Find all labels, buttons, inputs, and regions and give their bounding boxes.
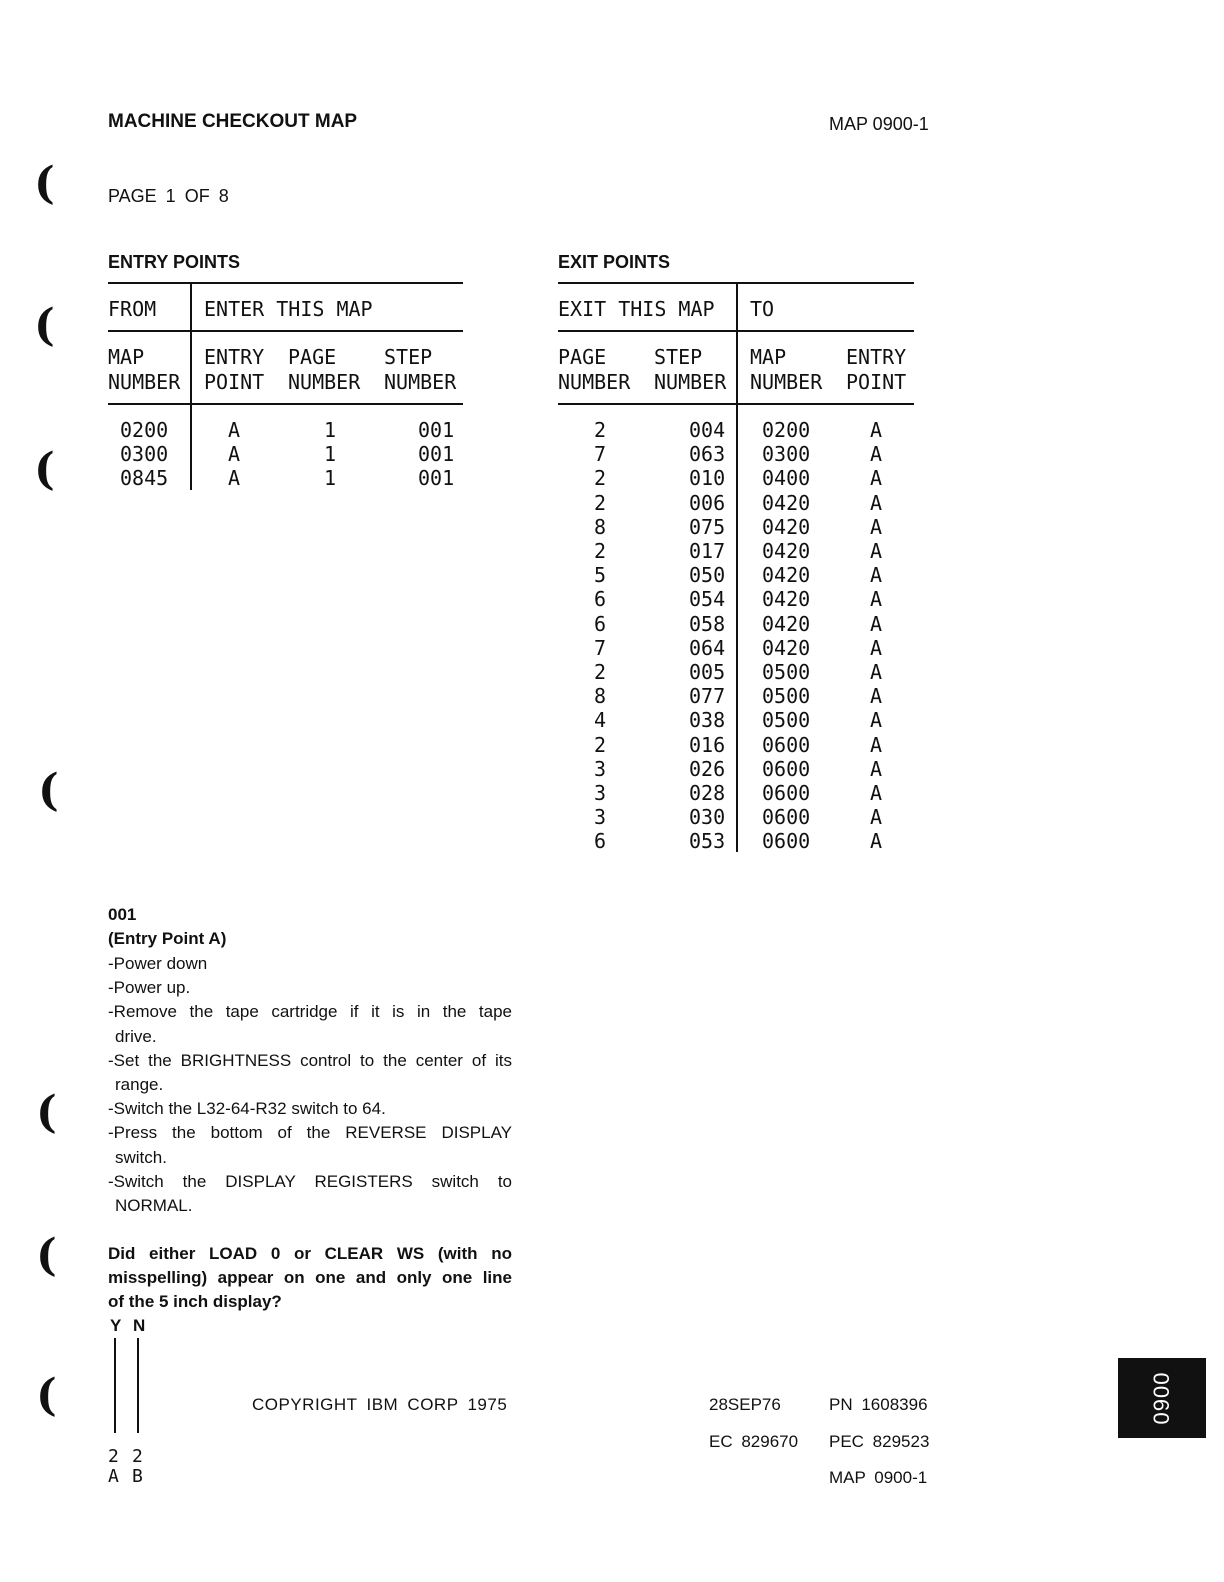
instruction-line: drive. <box>115 1026 157 1046</box>
instruction-line: NORMAL. <box>115 1196 193 1216</box>
entry-col-page-2: NUMBER <box>288 370 361 394</box>
exit-row-page: 3 <box>594 805 607 830</box>
entry-table-mid-rule <box>108 330 463 332</box>
exit-row-step: 010 <box>689 466 726 491</box>
exit-table-divider <box>736 282 738 852</box>
exit-row-step: 006 <box>689 490 726 515</box>
exit-row-step: 004 <box>689 418 726 442</box>
map-id: MAP 0900-1 <box>829 114 929 134</box>
page-title: MACHINE CHECKOUT MAP <box>108 111 358 132</box>
question-line: misspelling) appear on one and only one line <box>108 1268 512 1288</box>
exit-points-title: EXIT POINTS <box>558 252 671 272</box>
exit-row-map: 0420 <box>762 539 811 563</box>
entry-col-step-1: STEP <box>384 345 433 369</box>
no-target-page: 2 <box>132 1446 143 1467</box>
step-entry-note: (Entry Point A) <box>108 929 227 948</box>
exit-row-step: 016 <box>689 732 726 757</box>
instruction-line: -Press the bottom of the REVERSE DISPLAY <box>108 1123 512 1143</box>
exit-to-label: TO <box>750 297 775 321</box>
instruction-line: -Power down <box>108 954 208 973</box>
exit-row-page: 5 <box>594 563 607 588</box>
exit-row-page: 3 <box>594 781 607 805</box>
exit-row-step: 058 <box>689 611 726 636</box>
exit-row-step: 077 <box>689 684 726 709</box>
exit-row-entry: A <box>870 563 883 588</box>
footer-map-id: MAP 0900-1 <box>829 1468 928 1487</box>
step-question <box>108 1242 512 1315</box>
entry-col-entry-1: ENTRY <box>204 345 265 369</box>
instruction-line: -Switch the L32-64-R32 switch to 64. <box>108 1099 386 1119</box>
exit-row-entry: A <box>870 708 883 733</box>
page-indicator: PAGE 1 OF 8 <box>108 186 229 206</box>
entry-row-map: 0845 <box>120 466 169 491</box>
entry-points-title: ENTRY POINTS <box>108 252 241 272</box>
exit-row-entry: A <box>870 587 883 612</box>
exit-row-page: 2 <box>594 418 607 442</box>
entry-row-page: 1 <box>324 418 337 442</box>
exit-row-step: 053 <box>689 829 726 854</box>
exit-row-map: 0600 <box>762 805 811 830</box>
exit-row-page: 2 <box>594 466 607 491</box>
exit-col-step-1: STEP <box>654 345 703 369</box>
entry-row-map: 0300 <box>120 442 169 467</box>
exit-row-entry: A <box>870 514 883 539</box>
exit-row-entry: A <box>870 829 883 854</box>
entry-col-step-2: NUMBER <box>384 370 457 394</box>
exit-row-entry: A <box>870 490 883 515</box>
exit-col-entry-2: POINT <box>846 370 907 394</box>
binding-hole-2: ( <box>34 300 55 351</box>
exit-col-map-1: MAP <box>750 345 787 369</box>
exit-row-map: 0500 <box>762 660 811 684</box>
entry-table-divider <box>190 282 192 490</box>
yes-branch-line <box>114 1338 116 1433</box>
instruction-line: -Power up. <box>108 978 191 998</box>
exit-row-step: 038 <box>689 708 726 733</box>
exit-row-page: 7 <box>594 442 607 467</box>
no-target-entry: B <box>132 1466 143 1487</box>
exit-row-entry: A <box>870 635 883 660</box>
entry-row-page: 1 <box>324 442 337 467</box>
binding-hole-7: ( <box>36 1370 57 1421</box>
exit-row-entry: A <box>870 805 883 830</box>
instruction-line: -Switch the DISPLAY REGISTERS switch to <box>108 1171 512 1191</box>
exit-row-page: 8 <box>594 684 607 709</box>
exit-row-map: 0420 <box>762 635 811 660</box>
exit-row-page: 3 <box>594 756 607 781</box>
exit-col-step-2: NUMBER <box>654 370 727 394</box>
exit-row-map: 0300 <box>762 442 811 467</box>
exit-row-step: 063 <box>689 442 726 467</box>
exit-row-map: 0500 <box>762 708 811 733</box>
entry-col-map-2: NUMBER <box>108 370 181 394</box>
exit-row-map: 0420 <box>762 490 811 515</box>
no-branch-line <box>137 1338 139 1433</box>
exit-col-map-2: NUMBER <box>750 370 823 394</box>
entry-row-step: 001 <box>418 466 455 491</box>
entry-row-step: 001 <box>418 442 455 467</box>
yes-label: Y <box>110 1316 122 1335</box>
entry-col-entry-2: POINT <box>204 370 265 394</box>
entry-table-top-rule <box>108 282 463 284</box>
exit-row-page: 2 <box>594 660 607 684</box>
no-label: N <box>133 1316 146 1335</box>
binding-hole-3: ( <box>34 444 55 495</box>
exit-row-step: 026 <box>689 756 726 781</box>
entry-from-label: FROM <box>108 297 157 321</box>
exit-row-entry: A <box>870 466 883 491</box>
footer-date: 28SEP76 <box>709 1395 781 1414</box>
entry-row-entry: A <box>228 418 241 442</box>
exit-row-entry: A <box>870 660 883 684</box>
section-tab <box>1118 1358 1206 1438</box>
exit-row-page: 2 <box>594 732 607 757</box>
exit-row-map: 0420 <box>762 611 811 636</box>
exit-this-map-label: EXIT THIS MAP <box>558 297 715 321</box>
exit-row-map: 0500 <box>762 684 811 709</box>
instruction-line: -Remove the tape cartridge if it is in the tape <box>108 1002 512 1022</box>
yes-target-entry: A <box>108 1466 119 1487</box>
exit-col-page-1: PAGE <box>558 345 607 369</box>
exit-col-page-2: NUMBER <box>558 370 631 394</box>
entry-col-page-1: PAGE <box>288 345 337 369</box>
instruction-line: switch. <box>115 1147 167 1167</box>
binding-hole-6: ( <box>36 1230 57 1281</box>
exit-row-page: 4 <box>594 708 607 733</box>
step-number: 001 <box>108 905 137 924</box>
exit-row-map: 0420 <box>762 563 811 588</box>
exit-row-page: 6 <box>594 611 607 636</box>
binding-hole-5: ( <box>36 1087 57 1138</box>
exit-row-entry: A <box>870 611 883 636</box>
exit-row-map: 0420 <box>762 514 811 539</box>
exit-row-map: 0600 <box>762 829 811 854</box>
footer-part-number: PN 1608396 <box>829 1395 928 1414</box>
footer-pec: PEC 829523 <box>829 1432 930 1451</box>
entry-row-entry: A <box>228 442 241 467</box>
exit-row-step: 005 <box>689 660 726 684</box>
entry-row-step: 001 <box>418 418 455 442</box>
exit-row-entry: A <box>870 756 883 781</box>
exit-row-step: 017 <box>689 539 726 563</box>
exit-row-page: 6 <box>594 587 607 612</box>
exit-row-step: 030 <box>689 805 726 830</box>
footer-ec: EC 829670 <box>709 1432 799 1451</box>
entry-table-header-rule <box>108 403 463 405</box>
exit-row-entry: A <box>870 418 883 442</box>
exit-row-page: 8 <box>594 514 607 539</box>
binding-hole-4: ( <box>38 765 59 816</box>
exit-row-map: 0600 <box>762 756 811 781</box>
section-tab-label: 0900 <box>1149 1371 1174 1425</box>
copyright-notice: COPYRIGHT IBM CORP 1975 <box>252 1395 508 1414</box>
exit-row-map: 0200 <box>762 418 811 442</box>
exit-row-page: 2 <box>594 490 607 515</box>
exit-row-step: 075 <box>689 514 726 539</box>
exit-row-step: 050 <box>689 563 726 588</box>
exit-row-page: 2 <box>594 539 607 563</box>
exit-row-entry: A <box>870 442 883 467</box>
exit-row-entry: A <box>870 781 883 805</box>
entry-row-page: 1 <box>324 466 337 491</box>
exit-row-step: 054 <box>689 587 726 612</box>
question-line: Did either LOAD 0 or CLEAR WS (with no <box>108 1244 512 1263</box>
binding-hole-1: ( <box>34 158 55 209</box>
exit-row-step: 064 <box>689 635 726 660</box>
entry-col-map-1: MAP <box>108 345 145 369</box>
exit-col-entry-1: ENTRY <box>846 345 907 369</box>
exit-row-step: 028 <box>689 781 726 805</box>
exit-row-map: 0600 <box>762 781 811 805</box>
exit-row-map: 0400 <box>762 466 811 491</box>
yes-target-page: 2 <box>108 1446 119 1467</box>
question-line: of the 5 inch display? <box>108 1292 282 1312</box>
instruction-line: range. <box>115 1075 164 1095</box>
instruction-line: -Set the BRIGHTNESS control to the center of its <box>108 1050 512 1070</box>
exit-row-page: 6 <box>594 829 607 854</box>
exit-row-entry: A <box>870 684 883 709</box>
entry-row-map: 0200 <box>120 418 169 442</box>
exit-row-map: 0420 <box>762 587 811 612</box>
entry-enter-label: ENTER THIS MAP <box>204 297 373 321</box>
exit-row-entry: A <box>870 539 883 563</box>
exit-row-page: 7 <box>594 635 607 660</box>
exit-row-entry: A <box>870 732 883 757</box>
exit-row-map: 0600 <box>762 732 811 757</box>
entry-row-entry: A <box>228 466 241 491</box>
step-instructions <box>108 952 512 1218</box>
